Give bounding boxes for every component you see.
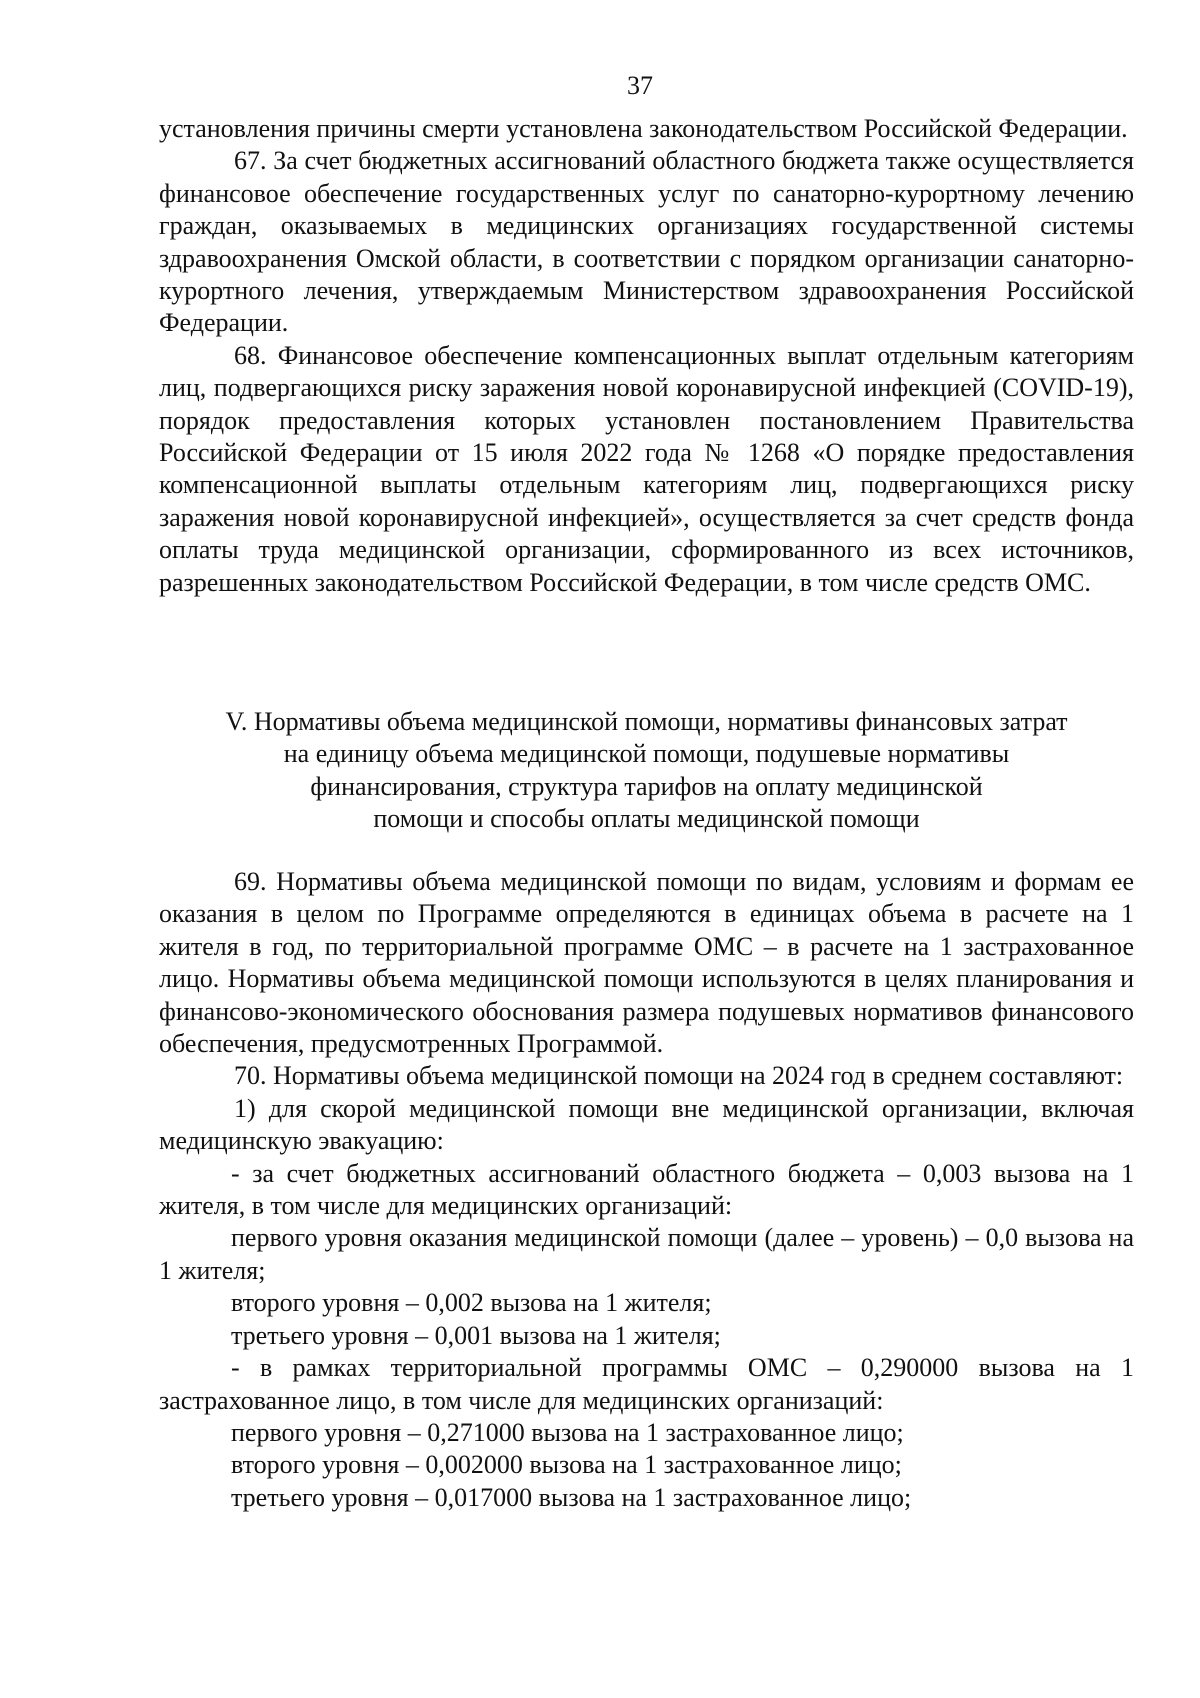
paragraphs-after-section [159, 866, 1134, 1514]
list-subitem: третьего уровня – 0,017000 вызова на 1 застрахованное лицо; [231, 1482, 912, 1512]
section-heading-line: на единицу объема медицинской помощи, подушевые нормативы [283, 739, 1010, 769]
paragraph-69: 69. Нормативы объема медицинской помощи по видам, условиям и формам ее оказания в целом по Программе определяются в единицах объема в расчете на 1 жителя в год, по территориальной программе ОМС – в расчете на 1 застрахованное лицо. Нормативы объема медицинской помощи используются в целях планирования и финансово-экономического обоснования размера подушевых нормативов финансового обеспечения, предусмотренных Программой. [159, 867, 1134, 1059]
list-dash-item: - за счет бюджетных ассигнований областного бюджета – 0,003 вызова на 1 жителя, в том числе для медицинских организаций: [159, 1158, 1134, 1221]
list-item-1: 1) для скорой медицинской помощи вне медицинской организации, включая медицинскую эвакуацию: [159, 1093, 1134, 1156]
list-subitem: первого уровня – 0,271000 вызова на 1 застрахованное лицо; [231, 1417, 904, 1447]
section-heading [159, 706, 1134, 836]
list-subitem: первого уровня оказания медицинской помощи (далее – уровень) – 0,0 вызова на 1 жителя; [159, 1223, 1134, 1285]
page-number: 37 [627, 71, 653, 100]
section-heading-line: финансирования, структура тарифов на оплату медицинской [310, 771, 983, 801]
list-subitem: второго уровня – 0,002000 вызова на 1 застрахованное лицо; [231, 1450, 902, 1480]
paragraph-continuation: установления причины смерти установлена законодательством Российской Федерации. [159, 114, 1128, 143]
section-heading-line: V. Нормативы объема медицинской помощи, нормативы финансовых затрат [225, 707, 1068, 736]
paragraphs-before-section [159, 113, 1134, 599]
list-subitem: третьего уровня – 0,001 вызова на 1 жителя; [231, 1320, 721, 1350]
paragraph-68: 68. Финансовое обеспечение компенсационных выплат отдельным категориям лиц, подвергающихся риску заражения новой коронавирусной инфекцией (COVID-19), порядок предоставления которых установлен постановлением Правительства Российской Федерации от 15 июля 2022 года № 1268 «О порядке предоставления компенсационной выплаты отдельным категориям лиц, подвергающихся риску заражения новой коронавирусной инфекцией», осуществляется за счет средств фонда оплаты труда медицинской организации, сформированного из всех источников, разрешенных законодательством Российской Федерации, в том числе средств ОМС. [159, 340, 1134, 597]
section-heading-line: помощи и способы оплаты медицинской помощи [373, 804, 920, 834]
paragraph-70: 70. Нормативы объема медицинской помощи на 2024 год в среднем составляют: [234, 1061, 1124, 1091]
paragraph-67: 67. За счет бюджетных ассигнований областного бюджета также осуществляется финансовое обеспечение государственных услуг по санаторно-курортному лечению граждан, оказываемых в медицинских организациях государственной системы здравоохранения Омской области, в соответствии с порядком организации санаторно-курортного лечения, утверждаемым Министерством здравоохранения Российской Федерации. [159, 146, 1134, 338]
list-dash-item: - в рамках территориальной программы ОМС – 0,290000 вызова на 1 застрахованное лицо, в том числе для медицинских организаций: [159, 1353, 1134, 1415]
list-subitem: второго уровня – 0,002 вызова на 1 жителя; [231, 1288, 712, 1318]
